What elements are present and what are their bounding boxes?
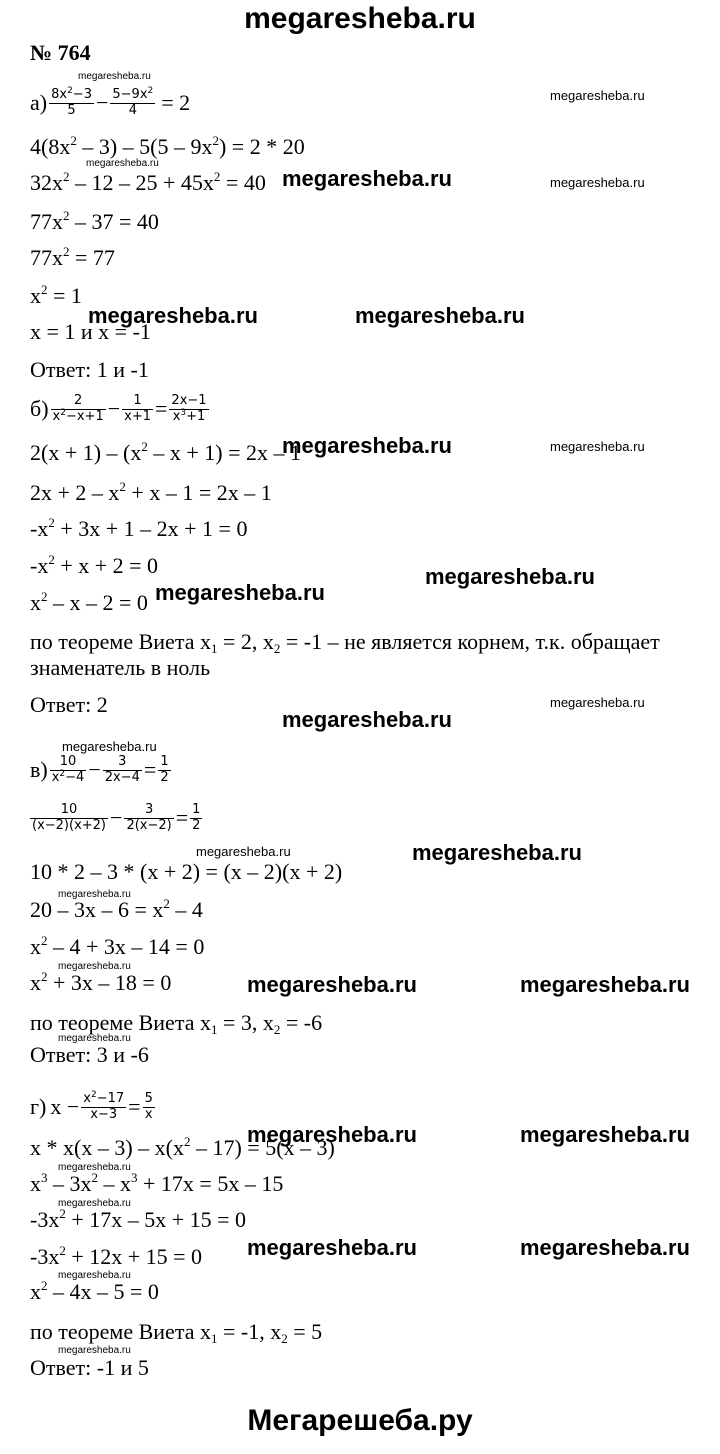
watermark: megaresheba.ru (282, 166, 452, 191)
part-b-equation: б) $\frac{2}{x^2-x+1}$ − $\frac{1}{x+1}$ = $\frac{2x-1}{x^3+1}$ (30, 393, 207, 424)
watermark: megaresheba.ru (282, 707, 452, 732)
watermark: megaresheba.ru (62, 739, 157, 754)
part-b-label: б) (30, 396, 49, 422)
watermark: megaresheba.ru (412, 840, 582, 865)
part-b-step-1: $2(x + 1) - (x^2 - x + 1) = 2x - 1$ (30, 439, 302, 465)
part-v-step-3: $x^2 - 4 + 3x - 14 = 0$ (30, 933, 205, 959)
watermark: megaresheba.ru (247, 1122, 417, 1147)
watermark: megaresheba.ru (550, 88, 645, 103)
watermark: megaresheba.ru (86, 158, 159, 169)
part-a-step-5: $x^2 = 1$ (30, 282, 82, 308)
watermark: megaresheba.ru (88, 303, 258, 328)
fraction: $\frac{1}{2}$ (160, 754, 169, 785)
part-v-step-2: $20 - 3x - 6 = x^2 - 4$ (30, 896, 203, 922)
fraction: $\frac{x^2-17}{x-3}$ (83, 1090, 125, 1122)
part-b-answer: Ответ: 2 (30, 692, 108, 717)
part-g-step-1: $x * x(x - 3) - x(x^2 - 17) = 5(x - 3)$ (30, 1134, 335, 1160)
part-g-step-3: $-3x^2 + 17x - 5x + 15 = 0$ (30, 1206, 247, 1232)
part-v-step-1: 10 * 2 – 3 * (x + 2) = (x – 2)(x + 2) (30, 859, 343, 884)
part-a-label: а) (30, 90, 48, 116)
part-v-equation: в) $\frac{10}{x^2-4}$ − $\frac{3}{2x-4}$ = $\frac{1}{2}$ (30, 754, 169, 785)
part-a-equation: а) $\frac{8x^2-3}{5}$ − $\frac{5-9x^2}{4}$ = 2 (30, 86, 191, 118)
part-a-step-4: $77x^2 = 77$ (30, 244, 115, 270)
part-b-vieta-cont: знаменатель в ноль (30, 655, 211, 680)
fraction: $\frac{3}{2x-4}$ (104, 754, 140, 785)
part-a-step-3: $77x^2 - 37 = 40$ (30, 208, 159, 234)
watermark: megaresheba.ru (425, 564, 595, 589)
watermark: megaresheba.ru (355, 303, 525, 328)
part-v-vieta: по теореме Виета $x_1 = 3$, $x_2 = -6$ (30, 1010, 323, 1037)
watermark: megaresheba.ru (550, 175, 645, 190)
part-b-step-3: $-x^2 + 3x + 1 - 2x + 1 = 0$ (30, 515, 248, 541)
watermark: megaresheba.ru (247, 972, 417, 997)
fraction: $\frac{8x^2-3}{5}$ (51, 86, 92, 118)
watermark: megaresheba.ru (550, 695, 645, 710)
part-b-step-4: $-x^2 + x + 2 = 0$ (30, 552, 159, 578)
part-g-equation: г) x − $\frac{x^2-17}{x-3}$ = $\frac{5}{x}$ (30, 1090, 153, 1122)
fraction: $\frac{5-9x^2}{4}$ (112, 86, 154, 118)
watermark: megaresheba.ru (58, 1162, 131, 1173)
part-v-label: в) (30, 757, 48, 783)
watermark: megaresheba.ru (58, 889, 131, 900)
part-v-common-denominator: $\frac{10}{(x-2)(x+2)}$ − $\frac{3}{2(x-2)}$ = $\frac{1}{2}$ (32, 802, 201, 833)
part-v-answer: Ответ: 3 и -6 (30, 1042, 149, 1067)
fraction: $\frac{10}{x^2-4}$ (51, 754, 85, 785)
part-a-step-6: x = 1 и x = -1 (30, 319, 151, 344)
problem-number: № 764 (30, 40, 91, 65)
watermark: megaresheba.ru (58, 1198, 131, 1209)
watermark: megaresheba.ru (58, 1270, 131, 1281)
part-b-vieta: по теореме Виета $x_1 = 2$, $x_2 = -1$ – не является корнем, т.к. обращает (30, 629, 660, 656)
fraction: $\frac{2x-1}{x^3+1}$ (171, 393, 207, 424)
fraction: $\frac{10}{(x-2)(x+2)}$ (32, 802, 107, 833)
part-g-step-2: $x^3 - 3x^2 - x^3 + 17x = 5x - 15$ (30, 1170, 284, 1196)
part-b-step-2: $2x + 2 - x^2 + x - 1 = 2x - 1$ (30, 479, 272, 505)
part-b-step-5: $x^2 - x - 2 = 0$ (30, 589, 148, 615)
part-g-answer: Ответ: -1 и 5 (30, 1355, 149, 1380)
part-g-step-4: $-3x^2 + 12x + 15 = 0$ (30, 1243, 203, 1269)
fraction: $\frac{5}{x}$ (144, 1091, 153, 1122)
watermark: megaresheba.ru (78, 71, 151, 82)
part-v-step-4: $x^2 + 3x - 18 = 0$ (30, 969, 172, 995)
watermark: megaresheba.ru (282, 433, 452, 458)
fraction: $\frac{1}{2}$ (192, 802, 201, 833)
watermark: megaresheba.ru (155, 580, 325, 605)
watermark: megaresheba.ru (58, 1033, 131, 1044)
fraction: $\frac{1}{x+1}$ (124, 393, 151, 424)
watermark: megaresheba.ru (520, 1122, 690, 1147)
watermark: megaresheba.ru (520, 1235, 690, 1260)
part-a-step-2: $32x^2 - 12 - 25 + 45x^2 = 40$ (30, 169, 266, 195)
watermark: megaresheba.ru (196, 844, 291, 859)
fraction: $\frac{3}{2(x-2)}$ (126, 802, 172, 833)
watermark: megaresheba.ru (58, 1345, 131, 1356)
watermark: megaresheba.ru (58, 961, 131, 972)
site-header[interactable]: megaresheba.ru (244, 2, 476, 35)
watermark: megaresheba.ru (247, 1235, 417, 1260)
watermark: megaresheba.ru (520, 972, 690, 997)
part-a-step-1: $4(8x^2 - 3) - 5(5 - 9x^2) = 2 * 20$ (30, 133, 305, 159)
fraction: $\frac{2}{x^2-x+1}$ (52, 393, 104, 424)
site-footer[interactable]: Мегарешеба.ру (247, 1404, 473, 1437)
part-g-step-5: $x^2 - 4x - 5 = 0$ (30, 1278, 159, 1304)
part-g-label: г) (30, 1094, 47, 1120)
part-g-vieta: по теореме Виета $x_1 = -1$, $x_2 = 5$ (30, 1319, 323, 1346)
watermark: megaresheba.ru (550, 439, 645, 454)
part-a-answer: Ответ: 1 и -1 (30, 357, 149, 382)
